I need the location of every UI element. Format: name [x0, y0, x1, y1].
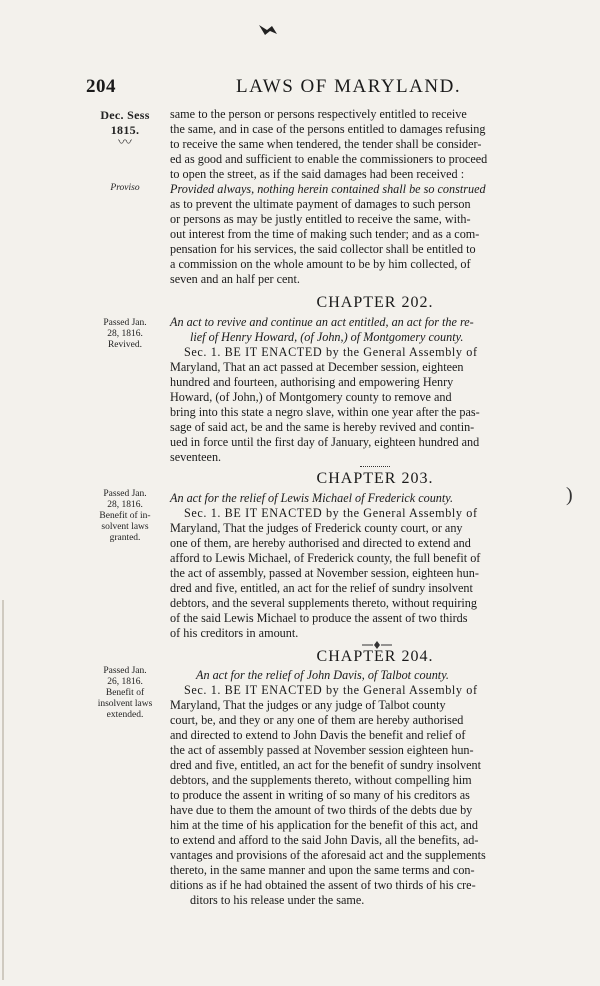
text-line: Maryland, That an act passed at December session, eighteen [170, 360, 464, 374]
margin-note-line: Passed Jan. [103, 489, 147, 499]
margin-note-line: granted. [109, 533, 141, 543]
text-line: An act to revive and continue an act entitled, an act for the re- [170, 315, 474, 329]
text-line: a commission on the whole amount to be by him collected, of [170, 257, 471, 271]
text-line: of his creditors in amount. [170, 626, 299, 640]
page-number: 204 [86, 76, 116, 97]
text-line: of the said Lewis Michael to produce the assent of two thirds [170, 611, 468, 625]
text-line: and directed to extend to John Davis the benefit and relief of [170, 728, 466, 742]
text-line: An act for the relief of John Davis, of Talbot county. [196, 668, 449, 682]
text-line: pensation for his services, the said collector shall be entitled to [170, 242, 476, 256]
margin-note-line: extended. [106, 710, 144, 720]
text-line: Sec. 1. BE IT ENACTED by the General Assembly of [184, 506, 478, 520]
margin-note-line: Benefit of [105, 688, 145, 698]
chapter-204-heading: CHAPTER 204. [316, 648, 434, 665]
text-line: afford to Lewis Michael, of Frederick county, the full benefit of [170, 551, 481, 565]
running-head [86, 76, 580, 98]
margin-note-line: Benefit of in- [99, 511, 151, 521]
margin-session-note [84, 108, 166, 150]
text-line: hundred and fourteen, authorising and empowering Henry [170, 375, 454, 389]
text-line: Provided always, nothing herein contained shall be so construed [170, 182, 486, 196]
text-line: ed as good and sufficient to enable the commissioners to proceed [170, 152, 488, 166]
text-line: An act for the relief of Lewis Michael of Frederick county. [170, 491, 454, 505]
text-line: Sec. 1. BE IT ENACTED by the General Assembly of [184, 683, 478, 697]
chapter-203-title [170, 491, 580, 506]
chapter-203-body [170, 506, 580, 641]
text-line: debtors, and the several supplements thereto, without requiring [170, 596, 477, 610]
text-line: have due to them the amount of two thirds of the debts due by [170, 803, 473, 817]
margin-note-line: solvent laws [101, 522, 149, 532]
margin-note-line: 28, 1816. [107, 500, 143, 510]
text-line: vantages and provisions of the aforesaid act and the supplements [170, 848, 486, 862]
running-title: LAWS OF MARYLAND. [236, 76, 462, 97]
margin-session-year: 1815. [110, 123, 140, 137]
intro-paragraph [170, 107, 580, 287]
chapter-202-title [170, 315, 580, 345]
margin-note-line: Passed Jan. [103, 318, 147, 328]
text-line: dred and five, entitled, an act for the relief of sundry insolvent [170, 581, 473, 595]
text-line: dred and five, entitled, an act for the benefit of sundry insolvent [170, 758, 482, 772]
text-line: ditors to his release under the same. [190, 893, 365, 907]
text-line: to produce the assent in writing of so many of his creditors as [170, 788, 470, 802]
text-line: thereto, in the same manner and upon the same terms and con- [170, 863, 475, 877]
margin-note-line: 28, 1816. [107, 329, 143, 339]
margin-note-line: Passed Jan. [103, 666, 147, 676]
text-line: Maryland, That the judges or any judge of Talbot county [170, 698, 446, 712]
margin-flourish: 〰 [118, 136, 132, 151]
text-line: seventeen. [170, 450, 222, 464]
bracket-mark: ) [566, 484, 573, 506]
margin-note-line: insolvent laws [97, 699, 153, 709]
margin-ch204-note [84, 666, 166, 721]
margin-ch202-note [84, 318, 166, 351]
chapter-202-heading: CHAPTER 202. [316, 294, 434, 311]
text-line: debtors, and the supplements thereto, without compelling him [170, 773, 472, 787]
margin-note-line: 26, 1816. [107, 677, 143, 687]
margin-ch203-note [84, 489, 166, 544]
text-line: same to the person or persons respectively entitled to receive [170, 107, 467, 121]
text-line: one of them, are hereby authorised and directed to extend and [170, 536, 471, 550]
chapter-202-body [170, 345, 580, 465]
text-line: as to prevent the ultimate payment of damages to such person [170, 197, 471, 211]
text-line: lief of Henry Howard, (of John,) of Montgomery county. [190, 330, 464, 344]
text-line: the same, and in case of the persons entitled to damages refusing [170, 122, 486, 136]
text-line: to extend and afford to the said John Davis, all the benefits, ad- [170, 833, 479, 847]
chapter-204-body [170, 683, 580, 908]
text-line: the act of assembly passed at November session eighteen hun- [170, 743, 474, 757]
text-line: ued in force until the first day of January, eighteen hundred and [170, 435, 480, 449]
text-line: to receive the same when tendered, the tender shall be consider- [170, 137, 482, 151]
text-line: or persons as may be justly entitled to receive the same, with- [170, 212, 471, 226]
margin-proviso-note [84, 183, 166, 194]
page-edge-shadow [2, 600, 4, 980]
text-line: bring into this state a negro slave, within one year after the pas- [170, 405, 480, 419]
margin-session-label: Dec. Sess [100, 108, 150, 122]
text-line: Maryland, That the judges of Frederick county court, or any [170, 521, 463, 535]
section-divider [360, 466, 390, 467]
text-line: ditions as if he had obtained the assent of two thirds of his cre- [170, 878, 476, 892]
chapter-203-heading: CHAPTER 203. [316, 470, 434, 487]
text-line: Sec. 1. BE IT ENACTED by the General Assembly of [184, 345, 478, 359]
text-line: sage of said act, be and the same is hereby revived and contin- [170, 420, 475, 434]
margin-note-line: Revived. [107, 340, 143, 350]
text-line: court, be, and they or any one of them are hereby authorised [170, 713, 464, 727]
margin-proviso: Proviso [110, 183, 140, 193]
text-line: the act of assembly, passed at November session, eighteen hun- [170, 566, 479, 580]
text-line: Howard, (of John,) of Montgomery county to remove and [170, 390, 452, 404]
text-line: him at the time of his application for the benefit of this act, and [170, 818, 478, 832]
text-line: seven and an half per cent. [170, 272, 300, 286]
text-line: to open the street, as if the said damages had been received : [170, 167, 465, 181]
text-line: out interest from the time of making such tender; and as a com- [170, 227, 480, 241]
chapter-204-title [170, 668, 580, 683]
ink-smudge-mark [258, 22, 278, 36]
